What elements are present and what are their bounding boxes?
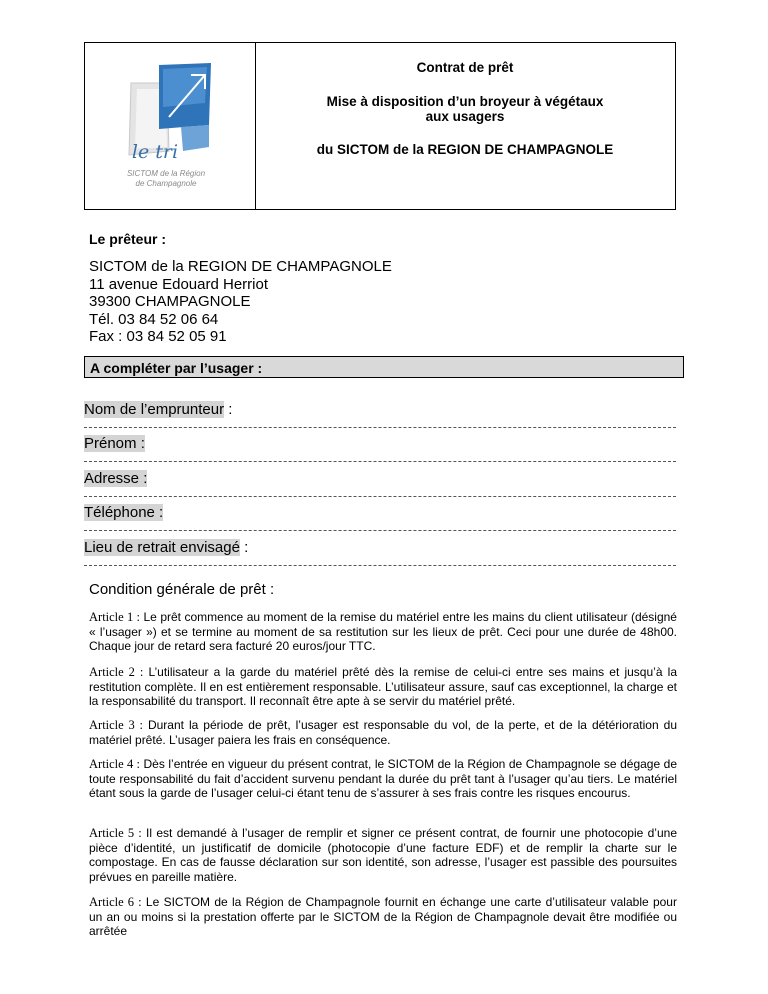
logo-word: le tri xyxy=(131,141,179,163)
article-text: L’utilisateur a la garde du matériel prêté dès la remise de celui-ci entre ses mains et jusqu’à la restitution complète. Il en est entièrement responsable. L’utilisateur assure, sauf cas exceptionnel, la charge et la responsabilité du transport. Il reconnaît être apte à se servir du matériel prêté. xyxy=(89,665,677,708)
lender-name: SICTOM de la REGION DE CHAMPAGNOLE xyxy=(89,258,392,275)
article-3 xyxy=(89,718,677,747)
field-label: Prénom : xyxy=(84,435,145,452)
article-2 xyxy=(89,665,677,709)
user-section-title: A compléter par l’usager : xyxy=(84,356,684,378)
article-4 xyxy=(89,757,677,801)
logo-sub-line2: de Champagnole xyxy=(135,179,197,188)
article-text: Le SICTOM de la Région de Champagnole fournit en échange une carte d’utilisateur valable pour un an ou moins si la prestation offerte par le SICTOM de la Région de Champagnole devait être modifiée ou arrêtée xyxy=(89,895,677,938)
article-number: Article 6 : xyxy=(89,895,142,909)
field-label: Lieu de retrait envisagé xyxy=(84,539,240,556)
conditions-title: Condition générale de prêt : xyxy=(89,581,275,598)
lender-fax: Fax : 03 84 52 05 91 xyxy=(89,328,227,346)
header-box xyxy=(84,42,676,210)
article-number: Article 4 : xyxy=(89,757,141,771)
logo xyxy=(85,43,256,209)
field-address[interactable] xyxy=(84,470,676,497)
field-label: Adresse : xyxy=(84,470,148,487)
article-number: Article 1 : xyxy=(89,610,140,624)
field-first-name[interactable] xyxy=(84,435,676,462)
article-6 xyxy=(89,895,677,939)
article-number: Article 3 : xyxy=(89,718,143,732)
lender-phone: Tél. 03 84 52 06 64 xyxy=(89,310,219,328)
article-text: Durant la période de prêt, l’usager est responsable du vol, de la perte, et de la détérioration du matériel prêté. L’usager paiera les frais en conséquence. xyxy=(89,718,677,747)
article-5 xyxy=(89,826,677,884)
field-pickup-location[interactable] xyxy=(84,539,676,566)
lender-city: 39300 CHAMPAGNOLE xyxy=(89,293,251,311)
contract-subtitle-line1: Mise à disposition d’un broyeur à végétaux xyxy=(326,94,604,109)
title-cell xyxy=(255,43,675,209)
logo-sub-line1: SICTOM de la Région xyxy=(126,169,206,178)
field-label: Nom de l’emprunteur xyxy=(84,401,225,418)
field-label: Téléphone : xyxy=(84,504,164,521)
article-number: Article 2 : xyxy=(89,665,144,679)
article-text: Dès l’entrée en vigueur du présent contrat, le SICTOM de la Région de Champagnole se dégage de toute responsabilité du fait d’accident survenu pendant la durée du prêt tant à l’usager qu’au tiers. Le matériel étant sous la garde de l’usager celui-ci étant tenu de s’assurer à ses frais contre les risques encourus. xyxy=(89,757,677,800)
field-suffix: : xyxy=(239,539,249,556)
logo-subtitle xyxy=(107,169,225,189)
lender-address-block xyxy=(89,258,392,346)
lender-street: 11 avenue Edouard Herriot xyxy=(89,275,269,293)
field-phone[interactable] xyxy=(84,504,676,531)
article-1 xyxy=(89,610,677,654)
lender-label: Le prêteur : xyxy=(89,231,167,247)
article-text: Le prêt commence au moment de la remise du matériel entre les mains du client utilisateur (désigné « l’usager ») et se termine au moment de sa restitution sur les lieux de prêt. Ceci pour une durée de 48h00. Chaque jour de retard sera facturé 20 euros/jour TTC. xyxy=(89,610,677,653)
field-borrower-name[interactable] xyxy=(84,401,676,428)
article-number: Article 5 : xyxy=(89,826,142,840)
field-suffix: : xyxy=(224,401,233,418)
contract-title: Contrat de prêt xyxy=(416,60,514,75)
article-text: Il est demandé à l’usager de remplir et signer ce présent contrat, de fournir une photocopie d’une pièce d’identité, un justificatif de domicile (photocopie d’une facture EDF) et de remplir la charte sur le compostage. En cas de fausse déclaration sur son identité, son adresse, l’usager est passible des poursuites prévues en pareille matière. xyxy=(89,826,677,884)
contract-org-line: du SICTOM de la REGION DE CHAMPAGNOLE xyxy=(316,142,614,157)
contract-subtitle-line2: aux usagers xyxy=(425,109,505,124)
